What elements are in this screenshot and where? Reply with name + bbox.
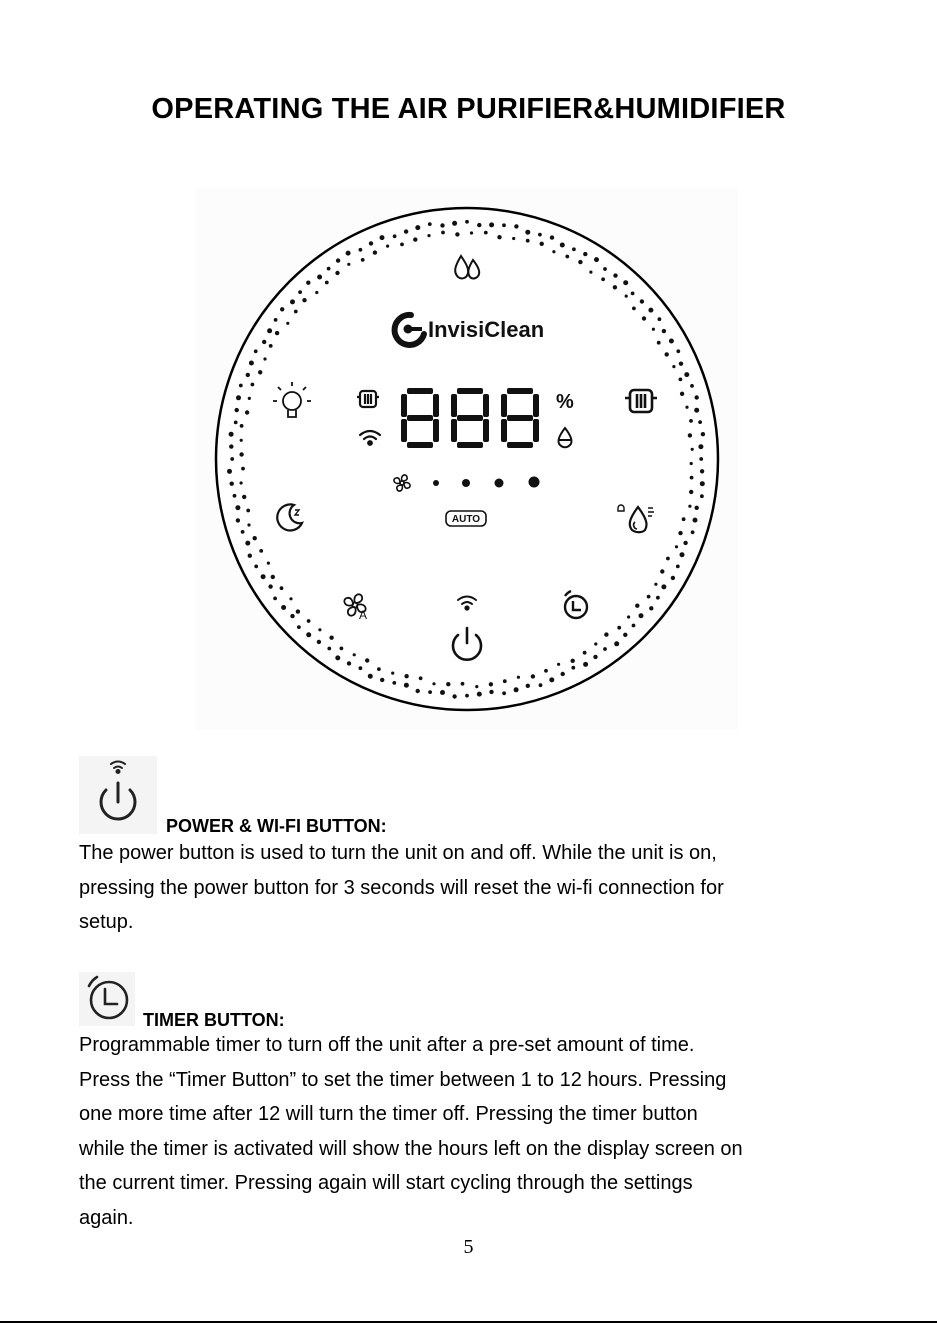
ring-dot [240, 481, 243, 484]
power-wifi-heading: POWER & WI-FI BUTTON: [166, 816, 387, 836]
ring-dot [632, 624, 636, 628]
ring-dot [234, 421, 238, 425]
display-segment [483, 394, 489, 417]
ring-dot [317, 640, 321, 644]
ring-dot [700, 494, 704, 498]
ring-dot [249, 361, 254, 366]
ring-dot [240, 424, 244, 428]
ring-dot [259, 549, 263, 553]
ring-dot [262, 340, 266, 344]
svg-text:A: A [359, 608, 368, 622]
ring-dot [679, 378, 683, 382]
ring-dot [241, 530, 245, 534]
page-number: 5 [463, 1236, 474, 1258]
display-segment [501, 419, 507, 442]
display-segment [501, 394, 507, 417]
ring-dot [691, 448, 694, 451]
ring-dot [571, 659, 575, 663]
ring-dot [552, 250, 555, 253]
display-segment [533, 419, 539, 442]
ring-dot [297, 625, 301, 629]
ring-dot [678, 531, 682, 535]
ring-dot [465, 220, 469, 224]
ring-dot [347, 263, 350, 266]
ring-dot [318, 628, 321, 631]
ring-dot [550, 235, 554, 239]
ring-dot [246, 509, 250, 513]
ring-dot [525, 230, 530, 235]
ring-dot [477, 223, 481, 227]
ring-dot [675, 545, 678, 548]
ring-dot [452, 221, 457, 226]
ring-dot [526, 239, 530, 243]
ring-dot [267, 562, 270, 565]
ring-dot [236, 518, 240, 522]
ring-dot [502, 691, 506, 695]
ring-dot [517, 676, 520, 679]
ring-dot [603, 267, 607, 271]
ring-dot [470, 231, 473, 234]
ring-dot [684, 372, 689, 377]
display-segment [457, 442, 483, 448]
auto-label: AUTO [451, 514, 481, 525]
display-segment [407, 415, 433, 421]
display-segment [457, 415, 483, 421]
ring-dot [662, 329, 666, 333]
ring-dot [359, 248, 363, 252]
ring-dot [699, 457, 703, 461]
ring-dot [656, 596, 660, 600]
ring-dot [274, 318, 278, 322]
ring-dot [245, 541, 250, 546]
display-segment [507, 415, 533, 421]
ring-dot [700, 481, 705, 486]
speed-dot [529, 477, 540, 488]
ring-dot [317, 275, 322, 280]
ring-dot [340, 647, 344, 651]
brand-name: InvisiClean [428, 317, 545, 342]
ring-dot [672, 365, 675, 368]
ring-dot [404, 674, 408, 678]
ring-dot [688, 505, 691, 508]
ring-dot [263, 357, 266, 360]
ring-dot [359, 666, 363, 670]
ring-dot [392, 681, 396, 685]
ring-dot [642, 316, 646, 320]
page-title: OPERATING THE AIR PURIFIER&HUMIDIFIER [151, 93, 786, 125]
ring-dot [614, 641, 619, 646]
ring-dot [489, 222, 494, 227]
ring-dot [565, 255, 569, 259]
ring-dot [239, 384, 243, 388]
ring-dot [386, 245, 389, 248]
ring-dot [685, 406, 688, 409]
ring-dot [631, 292, 635, 296]
ring-dot [273, 597, 277, 601]
ring-dot [261, 574, 266, 579]
ring-dot [267, 328, 272, 333]
display-segment [507, 388, 533, 394]
ring-dot [369, 241, 373, 245]
power-wifi-description [79, 836, 869, 940]
ring-dot [346, 251, 351, 256]
speed-dot [433, 480, 439, 486]
ring-dot [327, 647, 331, 651]
percent-symbol: % [556, 391, 574, 413]
text-line: pressing the power button for 3 seconds will reset the wi-fi connection for [79, 876, 724, 899]
ring-dot [227, 469, 232, 474]
ring-dot [690, 476, 694, 480]
ring-dot [694, 408, 699, 413]
timer-heading: TIMER BUTTON: [143, 1010, 285, 1030]
ring-dot [247, 523, 250, 526]
text-line: Programmable timer to turn off the unit after a pre-set amount of time. [79, 1034, 695, 1056]
ring-dot [613, 285, 617, 289]
ring-dot [676, 565, 680, 569]
control-panel-illustration [196, 188, 738, 730]
ring-dot [593, 655, 597, 659]
ring-dot [698, 420, 702, 424]
ring-dot [489, 682, 493, 686]
ring-dot [689, 490, 693, 494]
speed-dot [495, 479, 504, 488]
ring-dot [315, 291, 318, 294]
ring-dot [698, 444, 703, 449]
ring-dot [281, 605, 286, 610]
ring-dot [544, 669, 548, 673]
ring-dot [440, 690, 445, 695]
ring-dot [404, 229, 408, 233]
ring-dot [514, 224, 518, 228]
ring-dot [531, 674, 535, 678]
display-segment [483, 419, 489, 442]
ring-dot [660, 569, 664, 573]
ring-dot [657, 341, 661, 345]
ring-dot [241, 467, 245, 471]
ring-dot [484, 231, 488, 235]
ring-dot [561, 672, 565, 676]
display-segment [401, 394, 407, 417]
ring-dot [639, 613, 644, 618]
ring-dot [594, 642, 597, 645]
display-segment [401, 419, 407, 442]
ring-dot [617, 626, 621, 630]
ring-dot [688, 433, 692, 437]
ring-dot [446, 682, 450, 686]
ring-dot [477, 692, 482, 697]
ring-dot [539, 683, 543, 687]
text-line: the current timer. Pressing again will start cycling through the settings [79, 1172, 693, 1195]
ring-dot [245, 410, 249, 414]
ring-dot [503, 679, 507, 683]
ring-dot [242, 495, 246, 499]
ring-dot [654, 583, 657, 586]
ring-dot [327, 267, 331, 271]
ring-dot [335, 271, 339, 275]
ring-dot [246, 373, 250, 377]
ring-dot [682, 517, 686, 521]
ring-dot [676, 349, 680, 353]
ring-dot [275, 331, 279, 335]
ring-dot [373, 250, 377, 254]
ring-dot [236, 395, 241, 400]
ring-dot [428, 222, 432, 226]
ring-dot [632, 307, 636, 311]
ring-dot [235, 408, 239, 412]
display-segment [507, 442, 533, 448]
timer-description [79, 1028, 869, 1236]
ring-dot [230, 457, 234, 461]
ring-dot [669, 339, 674, 344]
text-line: The power button is used to turn the unit on and off. While the unit is on, [79, 842, 717, 864]
display-segment [407, 388, 433, 394]
ring-dot [353, 653, 356, 656]
display-segment [451, 419, 457, 442]
display-segment [533, 394, 539, 417]
ring-dot [648, 308, 653, 313]
ring-dot [526, 684, 530, 688]
ring-dot [647, 595, 651, 599]
ring-dot [700, 469, 704, 473]
ring-dot [549, 677, 554, 682]
ring-dot [578, 260, 582, 264]
ring-dot [538, 233, 542, 237]
ring-dot [665, 352, 669, 356]
ring-dot [368, 674, 373, 679]
ring-dot [452, 694, 456, 698]
timer-section-icon [79, 972, 135, 1026]
ring-dot [465, 694, 469, 698]
ring-dot [296, 609, 300, 613]
ring-dot [325, 281, 329, 285]
ring-dot [361, 258, 365, 262]
text-line: Press the “Timer Button” to set the timer between 1 to 12 hours. Pressing [79, 1068, 727, 1091]
ring-dot [583, 651, 587, 655]
ring-dot [475, 685, 478, 688]
ring-dot [658, 317, 662, 321]
ring-dot [248, 397, 251, 400]
ring-dot [625, 295, 628, 298]
ring-dot [701, 432, 705, 436]
ring-dot [419, 676, 423, 680]
ring-dot [428, 690, 432, 694]
ring-dot [391, 672, 394, 675]
ring-dot [306, 281, 310, 285]
ring-dot [248, 554, 252, 558]
ring-dot [254, 565, 258, 569]
ring-dot [306, 632, 311, 637]
ring-dot [649, 606, 653, 610]
ring-dot [294, 310, 298, 314]
ring-dot [432, 682, 435, 685]
ring-dot [589, 271, 592, 274]
ring-dot [461, 682, 465, 686]
display-segment [433, 419, 439, 442]
ring-dot [594, 257, 599, 262]
text-line: again. [79, 1206, 134, 1229]
ring-dot [240, 439, 243, 442]
ring-dot [290, 299, 295, 304]
ring-dot [441, 231, 445, 235]
ring-dot [365, 658, 369, 662]
ring-dot [380, 678, 384, 682]
display-segment [407, 442, 433, 448]
ring-dot [583, 662, 588, 667]
ring-dot [280, 586, 284, 590]
ring-dot [695, 395, 699, 399]
ring-dot [269, 344, 273, 348]
ring-dot [404, 683, 409, 688]
text-line: setup. [79, 911, 134, 934]
ring-dot [416, 689, 420, 693]
ring-dot [514, 687, 519, 692]
ring-dot [601, 277, 605, 281]
ring-dot [683, 541, 687, 545]
ring-dot [560, 243, 565, 248]
ring-dot [229, 432, 234, 437]
ring-dot [307, 619, 311, 623]
ring-dot [661, 584, 666, 589]
ring-dot [254, 349, 258, 353]
ring-dot [689, 419, 693, 423]
ring-dot [335, 655, 340, 660]
ring-dot [229, 444, 233, 448]
ring-dot [627, 615, 630, 618]
ring-dot [691, 530, 695, 534]
ring-dot [613, 273, 617, 277]
speed-dot [462, 479, 470, 487]
ring-dot [690, 462, 693, 465]
ring-dot [497, 235, 501, 239]
ring-dot [253, 536, 257, 540]
ring-dot [512, 237, 515, 240]
ring-dot [440, 223, 444, 227]
ring-dot [380, 235, 385, 240]
display-segment [457, 388, 483, 394]
ring-dot [666, 557, 670, 561]
ring-dot [413, 237, 417, 241]
ring-dot [690, 384, 694, 388]
ring-dot [623, 280, 628, 285]
ring-dot [336, 258, 340, 262]
ring-dot [489, 690, 493, 694]
ring-dot [271, 575, 275, 579]
ring-dot [604, 632, 608, 636]
ring-dot [693, 518, 698, 523]
ring-dot [235, 505, 240, 510]
ring-dot [640, 299, 644, 303]
ring-dot [347, 661, 351, 665]
display-segment [433, 394, 439, 417]
ring-dot [302, 298, 306, 302]
ring-dot [571, 666, 575, 670]
ring-dot [393, 234, 397, 238]
ring-dot [455, 232, 459, 236]
text-line: while the timer is activated will show the hours left on the display screen on [79, 1137, 743, 1160]
display-segment [451, 394, 457, 417]
ring-dot [377, 667, 381, 671]
ring-dot [652, 328, 655, 331]
ring-dot [557, 663, 560, 666]
ring-dot [502, 223, 506, 227]
ring-dot [695, 506, 699, 510]
ring-dot [415, 225, 420, 230]
ring-dot [635, 604, 639, 608]
ring-dot [258, 370, 262, 374]
ring-dot [290, 614, 294, 618]
ring-dot [572, 247, 576, 251]
ring-dot [233, 494, 237, 498]
power-wifi-icon [79, 756, 157, 834]
ring-dot [230, 482, 234, 486]
ring-dot [239, 452, 243, 456]
ring-dot [583, 252, 587, 256]
ring-dot [286, 322, 289, 325]
ring-dot [623, 633, 627, 637]
ring-dot [603, 647, 607, 651]
ring-dot [680, 552, 685, 557]
bottom-rule [0, 1321, 937, 1323]
ring-dot [289, 597, 292, 600]
ring-dot [251, 383, 255, 387]
ring-dot [427, 234, 430, 237]
ring-dot [540, 242, 544, 246]
ring-dot [400, 243, 404, 247]
text-line: one more time after 12 will turn the timer off. Pressing the timer button [79, 1103, 698, 1126]
ring-dot [280, 307, 284, 311]
control-panel-svg [196, 188, 738, 730]
ring-dot [298, 290, 302, 294]
ring-dot [679, 362, 683, 366]
ring-dot [268, 584, 272, 588]
ring-dot [671, 576, 675, 580]
ring-dot [329, 636, 333, 640]
ring-dot [680, 392, 684, 396]
